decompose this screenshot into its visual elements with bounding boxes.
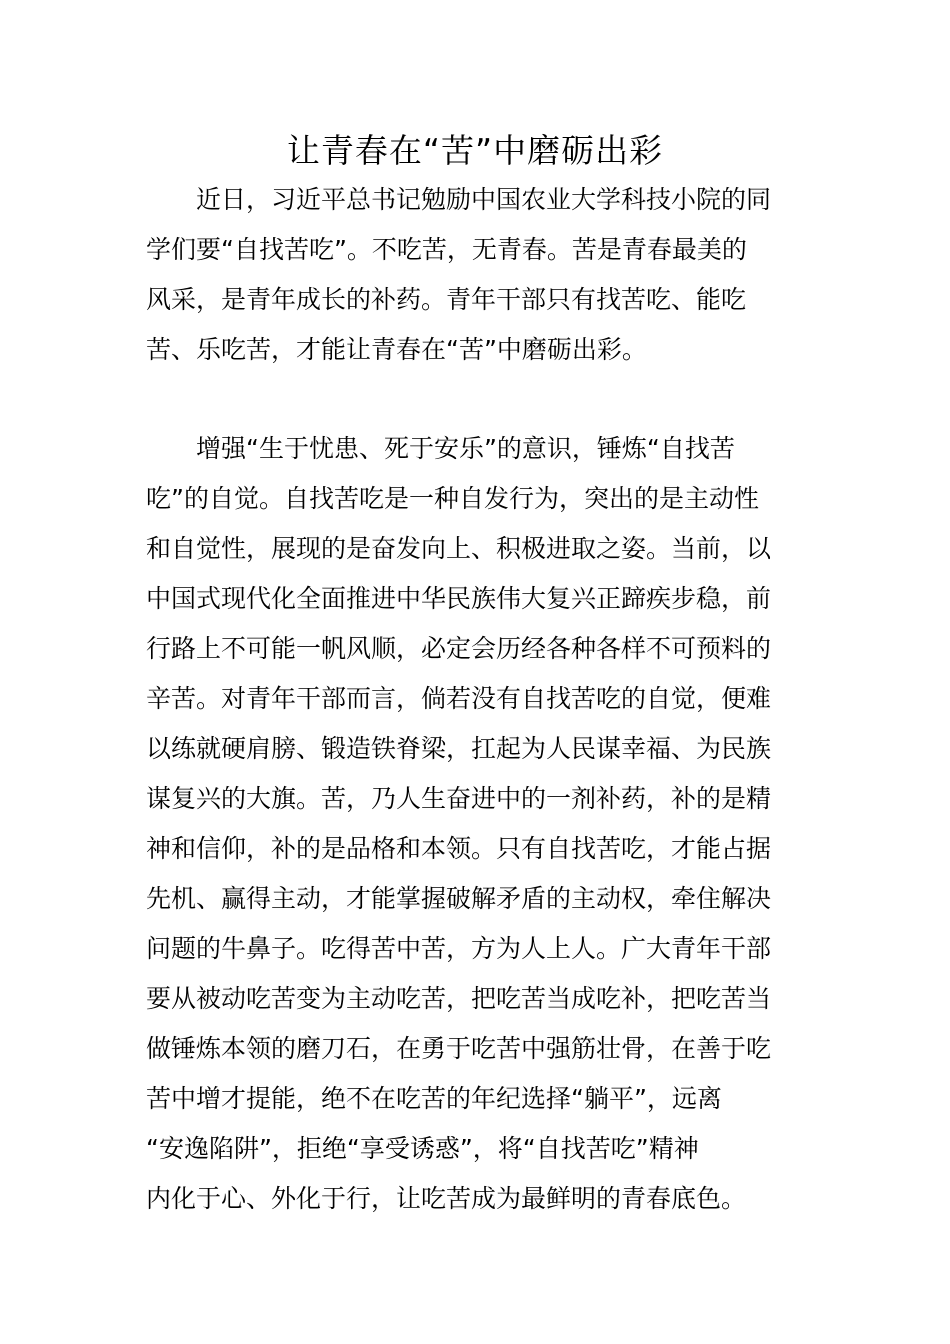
paragraph-line: 问题的牛鼻子。吃得苦中苦，方为人上人。广大青年干部 [146, 934, 772, 963]
paragraph-line: 行路上不可能一帆风顺，必定会历经各种各样不可预料的 [146, 634, 772, 663]
paragraph-line: 要从被动吃苦变为主动吃苦，把吃苦当成吃补，把吃苦当 [146, 984, 772, 1013]
paragraph-line: 苦中增才提能，绝不在吃苦的年纪选择“躺平”，远离 [146, 1084, 722, 1113]
paragraph-line: 增强“生于忧患、死于安乐”的意识，锤炼“自找苦 [146, 434, 735, 463]
paragraph-line: 神和信仰，补的是品格和本领。只有自找苦吃，才能占据 [146, 834, 772, 863]
paragraph-line: 近日，习近平总书记勉励中国农业大学科技小院的同 [146, 185, 772, 214]
paragraph-line: “安逸陷阱”，拒绝“享受诱惑”，将“自找苦吃”精神 [146, 1134, 699, 1163]
paragraph-line: 风采，是青年成长的补药。青年干部只有找苦吃、能吃 [146, 285, 747, 314]
paragraph-line: 做锤炼本领的磨刀石，在勇于吃苦中强筋壮骨，在善于吃 [146, 1034, 772, 1063]
paragraph-line: 先机、赢得主动，才能掌握破解矛盾的主动权，牵住解决 [146, 884, 772, 913]
paragraph-line: 和自觉性，展现的是奋发向上、积极进取之姿。当前，以 [146, 534, 772, 563]
document-title: 让青春在“苦”中磨砺出彩 [286, 131, 664, 170]
paragraph-line: 辛苦。对青年干部而言，倘若没有自找苦吃的自觉，便难 [146, 684, 772, 713]
paragraph-line: 内化于心、外化于行，让吃苦成为最鲜明的青春底色。 [146, 1184, 747, 1213]
paragraph-line: 学们要“自找苦吃”。不吃苦，无青春。苦是青春最美的 [146, 235, 747, 264]
paragraph-line: 中国式现代化全面推进中华民族伟大复兴正蹄疾步稳，前 [146, 584, 772, 613]
paragraph-line: 苦、乐吃苦，才能让青春在“苦”中磨砺出彩。 [146, 335, 647, 364]
paragraph-line: 吃”的自觉。自找苦吃是一种自发行为，突出的是主动性 [146, 484, 759, 513]
paragraph-line: 以练就硬肩膀、锻造铁脊梁，扛起为人民谋幸福、为民族 [146, 734, 772, 763]
paragraph-line: 谋复兴的大旗。苦，乃人生奋进中的一剂补药，补的是精 [146, 784, 772, 813]
